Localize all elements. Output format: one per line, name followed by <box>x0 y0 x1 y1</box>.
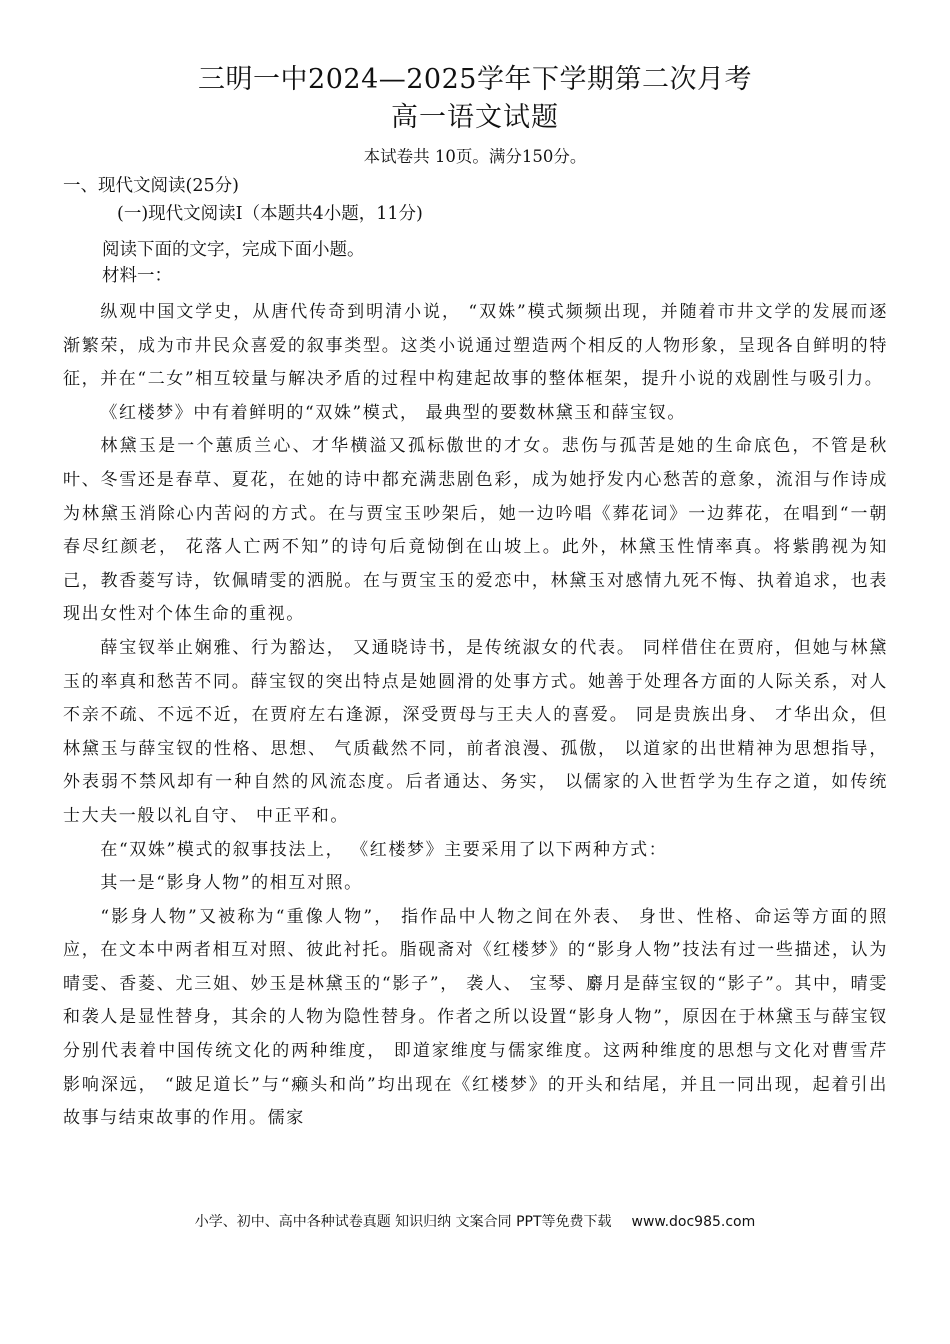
passage-body <box>63 296 888 1136</box>
reading-instruction: 阅读下面的文字，完成下面小题。 <box>102 240 365 260</box>
passage-paragraph: 其一是“影身人物”的相互对照。 <box>100 873 363 894</box>
passage-paragraph: 林黛玉是一个蕙质兰心、才华横溢又孤标傲世的才女。悲伤与孤苦是她的生命底色，不管是秋叶、冬雪还是春草、夏花，在她的诗中都充满悲剧色彩，成为她抒发内心愁苦的意象，流泪与作诗成为林黛玉消除心内苦闷的方式。在与贾宝玉吵架后，她一边吟唱《葬花词》一边葬花，在唱到“一朝春尽红颜老， 花落人亡两不知”的诗句后竟恸倒在山坡上。此外，林黛玉性情率真。将紫鹃视为知己，教香菱写诗，钦佩晴雯的洒脱。在与贾宝玉的爱恋中，林黛玉对感情九死不悔、执着追求，也表现出女性对个体生命的重视。 <box>63 436 888 625</box>
page-footer <box>0 1212 950 1232</box>
passage-paragraph: 《红楼梦》中有着鲜明的“双姝”模式， 最典型的要数林黛玉和薛宝钗。 <box>100 402 686 423</box>
passage-paragraph: “影身人物”又被称为“重像人物”， 指作品中人物之间在外表、 身世、性格、命运等方面的照应，在文本中两者相互对照、彼此衬托。脂砚斋对《红楼梦》的“影身人物”技法有过一些描述，认为晴雯、香菱、尤三姐、妙玉是林黛玉的“影子”， 袭人、 宝琴、麝月是薛宝钗的“影子”。其中，晴雯和袭人是显性替身，其余的人物为隐性替身。作者之所以设置“影身人物”，原因在于林黛玉与薛宝钗分别代表着中国传统文化的两种维度， 即道家维度与儒家维度。这两种维度的思想与文化对曹雪芹影响深远， “跛足道长”与“癞头和尚”均出现在《红楼梦》的开头和结尾，并且一同出现，起着引出故事与结束故事的作用。儒家 <box>63 906 888 1129</box>
section-subheading: (一)现代文阅读Ⅰ（本题共4小题，11分) <box>117 204 423 224</box>
footer-url-link[interactable]: www.doc985.com <box>631 1214 756 1230</box>
material-label: 材料一： <box>102 266 172 286</box>
passage-paragraph: 薛宝钗举止娴雅、行为豁达， 又通晓诗书，是传统淑女的代表。 同样借住在贾府，但她与林黛玉的率真和愁苦不同。薛宝钗的突出特点是她圆滑的处事方式。她善于处理各方面的人际关系，对人不亲不疏、不远不近，在贾府左右逢源，深受贾母与王夫人的喜爱。 同是贵族出身、 才华出众，但林黛玉与薛宝钗的性格、思想、 气质截然不同，前者浪漫、孤傲， 以道家的出世精神为思想指导，外表弱不禁风却有一种自然的风流态度。后者通达、务实， 以儒家的入世哲学为生存之道，如传统士大夫一般以礼自守、 中正平和。 <box>63 637 888 826</box>
exam-subject-title: 高一语文试题 <box>391 102 559 133</box>
passage-paragraph: 纵观中国文学史，从唐代传奇到明清小说， “双姝”模式频频出现，并随着市井文学的发展而逐渐繁荣，成为市井民众喜爱的叙事类型。这类小说通过塑造两个相反的人物形象，呈现各自鲜明的特征，并在“二女”相互较量与解决矛盾的过程中构建起故事的整体框架，提升小说的戏剧性与吸引力。 <box>63 302 888 390</box>
section-heading: 一、现代文阅读(25分) <box>63 176 239 196</box>
exam-note: 本试卷共 10页。满分150分。 <box>363 147 587 166</box>
passage-paragraph: 在“双姝”模式的叙事技法上， 《红楼梦》主要采用了以下两种方式： <box>100 839 668 860</box>
exam-title: 三明一中2024—2025学年下学期第二次月考 <box>198 64 752 95</box>
footer-text: 小学、初中、高中各种试卷真题 知识归纳 文案合同 PPT等免费下载 <box>194 1214 612 1230</box>
